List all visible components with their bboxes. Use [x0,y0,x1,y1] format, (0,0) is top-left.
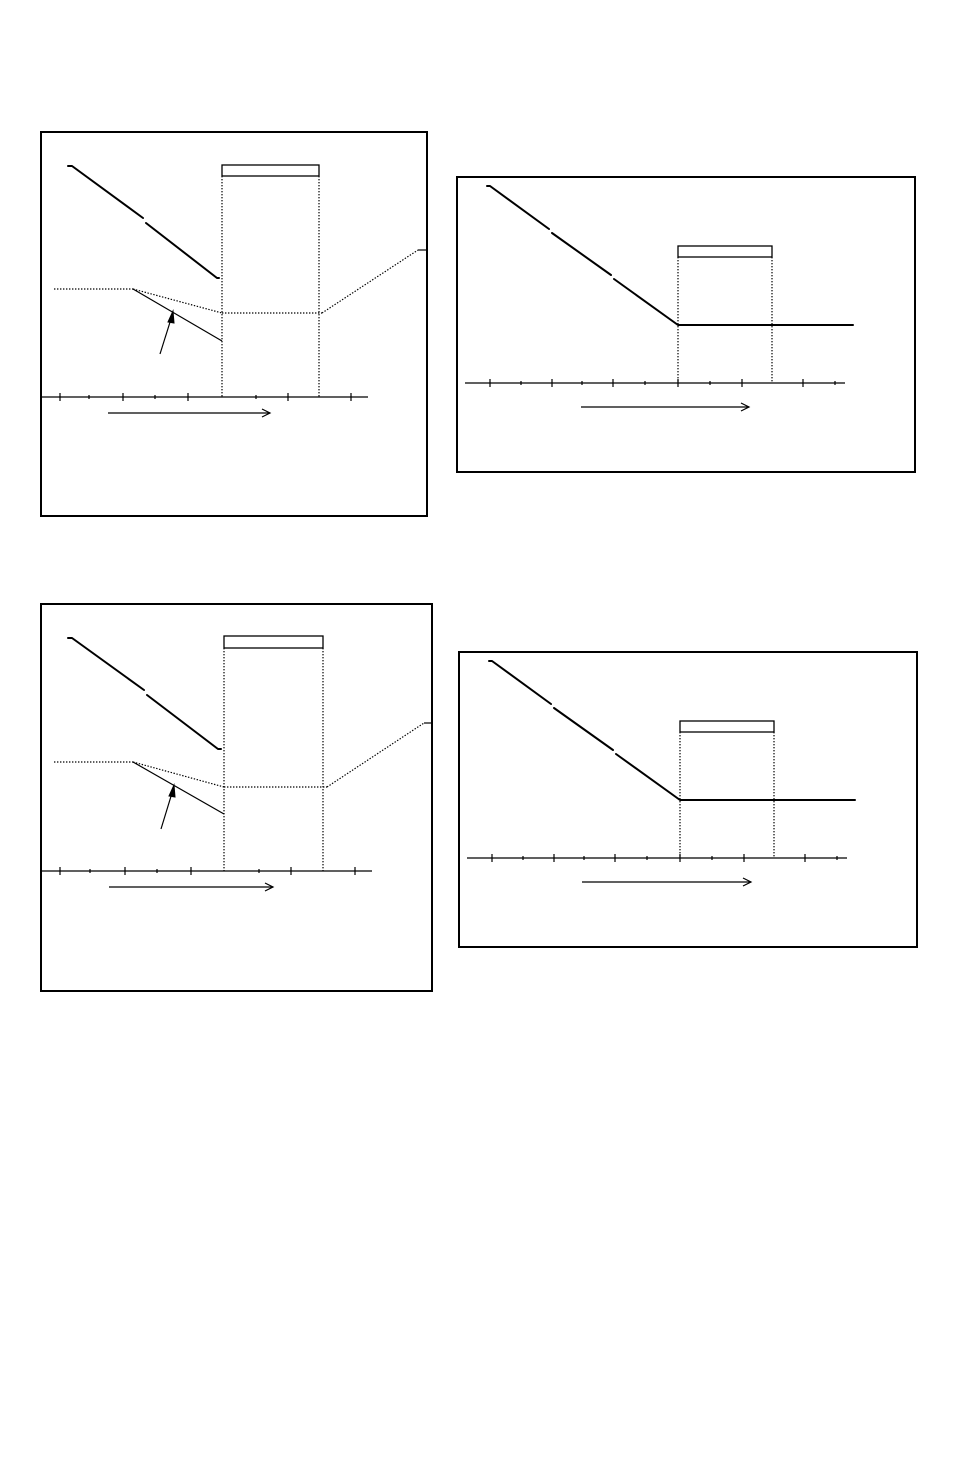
descending-solid-line [68,638,221,749]
panel-bottom-right [459,652,917,947]
lower-branch-line [133,289,222,341]
rising-dotted-line [322,250,418,313]
panel-bottom-left [40,604,432,991]
interval-label-box [222,165,319,176]
pointer-arrow-shaft [160,319,171,354]
pointer-arrowhead [168,311,174,323]
panel-frame [41,132,427,516]
interval-label-box [224,636,323,648]
panel-frame [41,604,432,991]
descending-then-flat-line [489,661,855,800]
lower-branch-line [133,762,224,814]
rising-dotted-line [327,723,424,787]
interval-label-box [680,721,774,732]
descending-then-flat-line [487,186,853,325]
pointer-arrowhead [169,785,175,797]
interval-label-box [678,246,772,257]
descending-solid-line [68,166,219,278]
pointer-arrow-shaft [161,793,172,829]
upper-branch-dotted-line [133,289,222,313]
panel-top-right [457,177,915,472]
panel-top-left [40,132,427,516]
upper-branch-dotted-line [133,762,224,787]
